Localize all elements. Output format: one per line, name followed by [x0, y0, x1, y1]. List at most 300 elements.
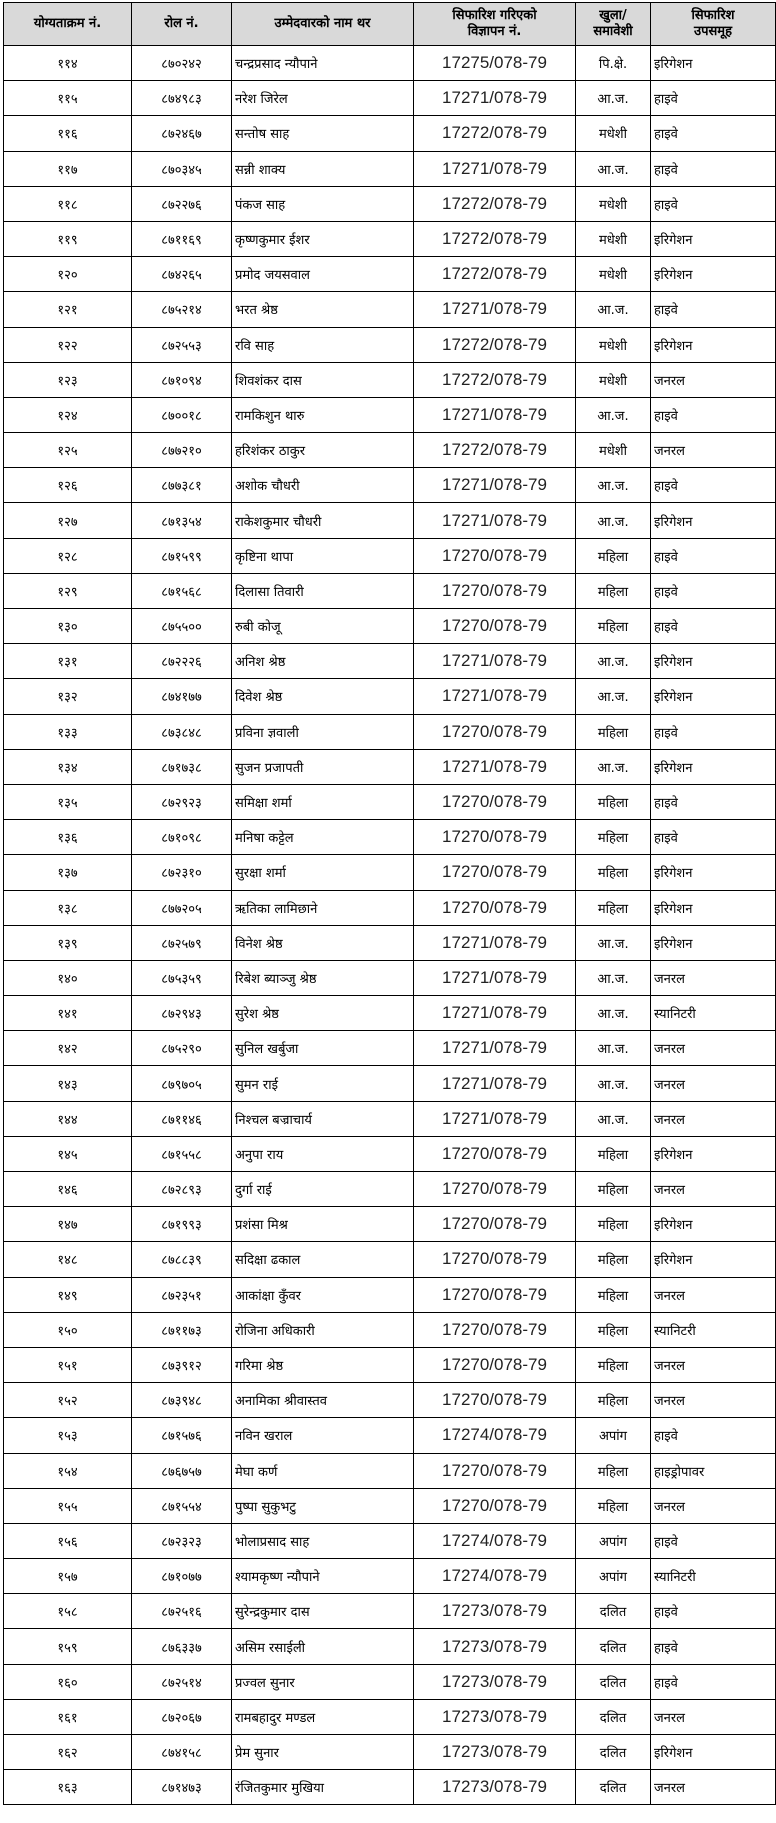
table-row — [4, 960, 776, 995]
category-cell: आ.ज. — [576, 1101, 651, 1136]
table-row — [4, 1559, 776, 1594]
subgroup-cell: हाइवे — [651, 573, 776, 608]
subgroup-cell: जनरल — [651, 1383, 776, 1418]
table-row — [4, 609, 776, 644]
advertisement-cell: 17271/078-79 — [414, 1031, 576, 1066]
rank-cell: १६२ — [4, 1735, 132, 1770]
name-cell: रोजिना अधिकारी — [232, 1312, 414, 1347]
category-cell: महिला — [576, 1312, 651, 1347]
advertisement-cell: 17270/078-79 — [414, 855, 576, 890]
subgroup-cell: स्यानिटरी — [651, 1559, 776, 1594]
table-row — [4, 1172, 776, 1207]
table-row — [4, 1207, 776, 1242]
category-cell: महिला — [576, 855, 651, 890]
rank-cell: १५६ — [4, 1523, 132, 1558]
name-cell: प्रज्वल सुनार — [232, 1664, 414, 1699]
rank-cell: १४५ — [4, 1136, 132, 1171]
category-cell: महिला — [576, 1136, 651, 1171]
advertisement-cell: 17270/078-79 — [414, 1277, 576, 1312]
roll-cell: ८७२५१४ — [132, 1664, 232, 1699]
subgroup-cell: हाइवे — [651, 1594, 776, 1629]
category-cell: महिला — [576, 573, 651, 608]
rank-cell: १३१ — [4, 644, 132, 679]
header-rank: योग्यताक्रम नं. — [4, 3, 132, 46]
name-cell: अनिश श्रेष्ठ — [232, 644, 414, 679]
category-cell: मधेशी — [576, 221, 651, 256]
advertisement-cell: 17271/078-79 — [414, 292, 576, 327]
name-cell: सुरेन्द्रकुमार दास — [232, 1594, 414, 1629]
advertisement-cell: 17275/078-79 — [414, 46, 576, 81]
subgroup-cell: जनरल — [651, 362, 776, 397]
advertisement-cell: 17270/078-79 — [414, 1242, 576, 1277]
rank-cell: १३५ — [4, 784, 132, 819]
subgroup-cell: हाइवे — [651, 820, 776, 855]
rank-cell: १३४ — [4, 749, 132, 784]
name-cell: समिक्षा शर्मा — [232, 784, 414, 819]
category-cell: पि.क्षे. — [576, 46, 651, 81]
subgroup-cell: जनरल — [651, 1101, 776, 1136]
subgroup-cell: हाइवे — [651, 151, 776, 186]
roll-cell: ८७१५६८ — [132, 573, 232, 608]
rank-cell: १५५ — [4, 1488, 132, 1523]
advertisement-cell: 17272/078-79 — [414, 327, 576, 362]
table-row — [4, 855, 776, 890]
header-advertisement-line2: विज्ञापन नं. — [467, 24, 522, 39]
category-cell: महिला — [576, 1453, 651, 1488]
advertisement-cell: 17270/078-79 — [414, 573, 576, 608]
rank-cell: १३९ — [4, 925, 132, 960]
subgroup-cell: इरिगेशन — [651, 679, 776, 714]
name-cell: रुबी कोजू — [232, 609, 414, 644]
table-row — [4, 1594, 776, 1629]
rank-cell: १४० — [4, 960, 132, 995]
name-cell: दिलासा तिवारी — [232, 573, 414, 608]
table-row — [4, 433, 776, 468]
advertisement-cell: 17274/078-79 — [414, 1559, 576, 1594]
header-subgroup-line2: उपसमूह — [694, 24, 732, 39]
advertisement-cell: 17270/078-79 — [414, 714, 576, 749]
rank-cell: १४४ — [4, 1101, 132, 1136]
header-subgroup-line1: सिफारिश — [691, 8, 735, 23]
name-cell: नरेश जिरेल — [232, 81, 414, 116]
category-cell: दलित — [576, 1699, 651, 1734]
table-row — [4, 538, 776, 573]
category-cell: अपांग — [576, 1523, 651, 1558]
header-advertisement — [414, 3, 576, 46]
subgroup-cell: जनरल — [651, 1277, 776, 1312]
subgroup-cell: इरिगेशन — [651, 644, 776, 679]
roll-cell: ८७४१७७ — [132, 679, 232, 714]
name-cell: प्रेम सुनार — [232, 1735, 414, 1770]
roll-cell: ८७०३४५ — [132, 151, 232, 186]
roll-cell: ८७७३८१ — [132, 468, 232, 503]
subgroup-cell: स्यानिटरी — [651, 996, 776, 1031]
name-cell: नविन खराल — [232, 1418, 414, 1453]
subgroup-cell: हाइवे — [651, 609, 776, 644]
table-row — [4, 81, 776, 116]
category-cell: महिला — [576, 538, 651, 573]
advertisement-cell: 17273/078-79 — [414, 1770, 576, 1805]
table-row — [4, 784, 776, 819]
rank-cell: १४८ — [4, 1242, 132, 1277]
advertisement-cell: 17273/078-79 — [414, 1664, 576, 1699]
roll-cell: ८७८८३९ — [132, 1242, 232, 1277]
roll-cell: ८७१०९८ — [132, 820, 232, 855]
roll-cell: ८७३९४८ — [132, 1383, 232, 1418]
rank-cell: १२३ — [4, 362, 132, 397]
advertisement-cell: 17272/078-79 — [414, 362, 576, 397]
name-cell: रिबेश ब्याञ्जु श्रेष्ठ — [232, 960, 414, 995]
name-cell: गरिमा श्रेष्ठ — [232, 1347, 414, 1382]
rank-cell: १४६ — [4, 1172, 132, 1207]
advertisement-cell: 17272/078-79 — [414, 186, 576, 221]
subgroup-cell: हाइवे — [651, 784, 776, 819]
rank-cell: १२७ — [4, 503, 132, 538]
advertisement-cell: 17271/078-79 — [414, 644, 576, 679]
category-cell: आ.ज. — [576, 81, 651, 116]
table-row — [4, 714, 776, 749]
roll-cell: ८७११६९ — [132, 221, 232, 256]
advertisement-cell: 17270/078-79 — [414, 1312, 576, 1347]
category-cell: आ.ज. — [576, 1066, 651, 1101]
rank-cell: १५४ — [4, 1453, 132, 1488]
subgroup-cell: हाइवे — [651, 468, 776, 503]
category-cell: आ.ज. — [576, 749, 651, 784]
roll-cell: ८७३८४८ — [132, 714, 232, 749]
subgroup-cell: हाइवे — [651, 1629, 776, 1664]
rank-cell: १६३ — [4, 1770, 132, 1805]
subgroup-cell: जनरल — [651, 1031, 776, 1066]
table-row — [4, 362, 776, 397]
table-row — [4, 1347, 776, 1382]
name-cell: सुनिल खर्बुजा — [232, 1031, 414, 1066]
name-cell: शिवशंकर दास — [232, 362, 414, 397]
rank-cell: १२१ — [4, 292, 132, 327]
name-cell: प्रमोद जयसवाल — [232, 257, 414, 292]
roll-cell: ८७२०६७ — [132, 1699, 232, 1734]
category-cell: आ.ज. — [576, 996, 651, 1031]
rank-cell: १३३ — [4, 714, 132, 749]
roll-cell: ८७२५१६ — [132, 1594, 232, 1629]
subgroup-cell: इरिगेशन — [651, 46, 776, 81]
category-cell: दलित — [576, 1594, 651, 1629]
table-row — [4, 186, 776, 221]
advertisement-cell: 17271/078-79 — [414, 468, 576, 503]
category-cell: महिला — [576, 1172, 651, 1207]
table-row — [4, 1629, 776, 1664]
category-cell: महिला — [576, 1277, 651, 1312]
category-cell: महिला — [576, 784, 651, 819]
roll-cell: ८७३९१२ — [132, 1347, 232, 1382]
advertisement-cell: 17272/078-79 — [414, 257, 576, 292]
category-cell: महिला — [576, 1488, 651, 1523]
roll-cell: ८७५२९० — [132, 1031, 232, 1066]
table-row — [4, 890, 776, 925]
name-cell: अशोक चौधरी — [232, 468, 414, 503]
table-row — [4, 1735, 776, 1770]
advertisement-cell: 17270/078-79 — [414, 1453, 576, 1488]
roll-cell: ८७४१५८ — [132, 1735, 232, 1770]
category-cell: आ.ज. — [576, 503, 651, 538]
advertisement-cell: 17271/078-79 — [414, 503, 576, 538]
roll-cell: ८७००१८ — [132, 397, 232, 432]
category-cell: महिला — [576, 609, 651, 644]
roll-cell: ८७६३३७ — [132, 1629, 232, 1664]
roll-cell: ८७२९२३ — [132, 784, 232, 819]
advertisement-cell: 17270/078-79 — [414, 1172, 576, 1207]
rank-cell: ११९ — [4, 221, 132, 256]
subgroup-cell: इरिगेशन — [651, 1207, 776, 1242]
subgroup-cell: जनरल — [651, 1172, 776, 1207]
name-cell: रंजितकुमार मुखिया — [232, 1770, 414, 1805]
category-cell: महिला — [576, 714, 651, 749]
category-cell: मधेशी — [576, 116, 651, 151]
name-cell: मेघा कर्ण — [232, 1453, 414, 1488]
rank-cell: १५० — [4, 1312, 132, 1347]
name-cell: कृष्णकुमार ईशर — [232, 221, 414, 256]
roll-cell: ८७५५०० — [132, 609, 232, 644]
category-cell: आ.ज. — [576, 397, 651, 432]
roll-cell: ८७२२७६ — [132, 186, 232, 221]
table-row — [4, 1664, 776, 1699]
advertisement-cell: 17270/078-79 — [414, 1136, 576, 1171]
name-cell: सन्तोष साह — [232, 116, 414, 151]
subgroup-cell: इरिगेशन — [651, 503, 776, 538]
subgroup-cell: इरिगेशन — [651, 925, 776, 960]
roll-cell: ८७२८९३ — [132, 1172, 232, 1207]
roll-cell: ८७४२६५ — [132, 257, 232, 292]
category-cell: आ.ज. — [576, 679, 651, 714]
subgroup-cell: जनरल — [651, 1699, 776, 1734]
roll-cell: ८७१०९४ — [132, 362, 232, 397]
header-roll: रोल नं. — [132, 3, 232, 46]
name-cell: निश्चल बज्राचार्य — [232, 1101, 414, 1136]
advertisement-cell: 17270/078-79 — [414, 784, 576, 819]
advertisement-cell: 17271/078-79 — [414, 397, 576, 432]
header-category — [576, 3, 651, 46]
name-cell: रामबहादुर मण्डल — [232, 1699, 414, 1734]
name-cell: प्रशंसा मिश्र — [232, 1207, 414, 1242]
name-cell: दुर्गा राई — [232, 1172, 414, 1207]
table-row — [4, 749, 776, 784]
advertisement-cell: 17270/078-79 — [414, 1207, 576, 1242]
roll-cell: ८७२४६७ — [132, 116, 232, 151]
table-row — [4, 925, 776, 960]
table-row — [4, 1383, 776, 1418]
category-cell: आ.ज. — [576, 925, 651, 960]
rank-cell: १५७ — [4, 1559, 132, 1594]
rank-cell: १४१ — [4, 996, 132, 1031]
header-subgroup — [651, 3, 776, 46]
roll-cell: ८७५३५९ — [132, 960, 232, 995]
rank-cell: १३० — [4, 609, 132, 644]
roll-cell: ८७२५७९ — [132, 925, 232, 960]
subgroup-cell: जनरल — [651, 1488, 776, 1523]
category-cell: आ.ज. — [576, 960, 651, 995]
table-row — [4, 1101, 776, 1136]
roll-cell: ८७२३५१ — [132, 1277, 232, 1312]
name-cell: सुरेश श्रेष्ठ — [232, 996, 414, 1031]
subgroup-cell: इरिगेशन — [651, 327, 776, 362]
subgroup-cell: जनरल — [651, 433, 776, 468]
name-cell: आकांक्षा कुँवर — [232, 1277, 414, 1312]
roll-cell: ८७११७३ — [132, 1312, 232, 1347]
rank-cell: १५२ — [4, 1383, 132, 1418]
name-cell: सदिक्षा ढकाल — [232, 1242, 414, 1277]
category-cell: आ.ज. — [576, 644, 651, 679]
name-cell: अनुपा राय — [232, 1136, 414, 1171]
category-cell: अपांग — [576, 1418, 651, 1453]
table-row — [4, 1699, 776, 1734]
rank-cell: १२२ — [4, 327, 132, 362]
table-row — [4, 644, 776, 679]
category-cell: मधेशी — [576, 362, 651, 397]
rank-cell: १३६ — [4, 820, 132, 855]
category-cell: महिला — [576, 890, 651, 925]
advertisement-cell: 17271/078-79 — [414, 679, 576, 714]
name-cell: हरिशंकर ठाकुर — [232, 433, 414, 468]
roll-cell: ८७९७०५ — [132, 1066, 232, 1101]
advertisement-cell: 17273/078-79 — [414, 1735, 576, 1770]
category-cell: दलित — [576, 1770, 651, 1805]
name-cell: राकेशकुमार चौधरी — [232, 503, 414, 538]
category-cell: मधेशी — [576, 186, 651, 221]
table-row — [4, 1277, 776, 1312]
table-row — [4, 292, 776, 327]
advertisement-cell: 17272/078-79 — [414, 433, 576, 468]
roll-cell: ८७१५५४ — [132, 1488, 232, 1523]
table-row — [4, 1418, 776, 1453]
rank-cell: १४३ — [4, 1066, 132, 1101]
name-cell: भोलाप्रसाद साह — [232, 1523, 414, 1558]
roll-cell: ८७१५९९ — [132, 538, 232, 573]
table-row — [4, 1242, 776, 1277]
advertisement-cell: 17274/078-79 — [414, 1418, 576, 1453]
advertisement-cell: 17270/078-79 — [414, 609, 576, 644]
name-cell: सुमन राई — [232, 1066, 414, 1101]
subgroup-cell: जनरल — [651, 1770, 776, 1805]
subgroup-cell: इरिगेशन — [651, 1735, 776, 1770]
subgroup-cell: स्यानिटरी — [651, 1312, 776, 1347]
subgroup-cell: हाइवे — [651, 186, 776, 221]
roll-cell: ८७२३२३ — [132, 1523, 232, 1558]
roll-cell: ८७१७३८ — [132, 749, 232, 784]
advertisement-cell: 17271/078-79 — [414, 1101, 576, 1136]
name-cell: सुजन प्रजापती — [232, 749, 414, 784]
rank-cell: १६१ — [4, 1699, 132, 1734]
table-row — [4, 1031, 776, 1066]
category-cell: महिला — [576, 820, 651, 855]
table-row — [4, 116, 776, 151]
table-row — [4, 1066, 776, 1101]
subgroup-cell: इरिगेशन — [651, 855, 776, 890]
category-cell: महिला — [576, 1242, 651, 1277]
name-cell: कृष्टिना थापा — [232, 538, 414, 573]
category-cell: मधेशी — [576, 257, 651, 292]
name-cell: रवि साह — [232, 327, 414, 362]
name-cell: अनामिका श्रीवास्तव — [232, 1383, 414, 1418]
rank-cell: १५३ — [4, 1418, 132, 1453]
subgroup-cell: जनरल — [651, 1066, 776, 1101]
advertisement-cell: 17271/078-79 — [414, 81, 576, 116]
category-cell: अपांग — [576, 1559, 651, 1594]
roll-cell: ८७२३१० — [132, 855, 232, 890]
advertisement-cell: 17270/078-79 — [414, 890, 576, 925]
table-row — [4, 46, 776, 81]
rank-cell: १३८ — [4, 890, 132, 925]
subgroup-cell: हाइवे — [651, 714, 776, 749]
table-row — [4, 221, 776, 256]
rank-cell: १४७ — [4, 1207, 132, 1242]
table-row — [4, 679, 776, 714]
rank-cell: १२५ — [4, 433, 132, 468]
table-row — [4, 1312, 776, 1347]
subgroup-cell: हाइवे — [651, 397, 776, 432]
name-cell: पुष्पा सुकुभटु — [232, 1488, 414, 1523]
rank-cell: १५८ — [4, 1594, 132, 1629]
rank-cell: १३२ — [4, 679, 132, 714]
roll-cell: ८७४९८३ — [132, 81, 232, 116]
category-cell: आ.ज. — [576, 468, 651, 503]
subgroup-cell: इरिगेशन — [651, 749, 776, 784]
advertisement-cell: 17270/078-79 — [414, 820, 576, 855]
category-cell: महिला — [576, 1207, 651, 1242]
advertisement-cell: 17271/078-79 — [414, 996, 576, 1031]
name-cell: श्यामकृष्ण न्यौपाने — [232, 1559, 414, 1594]
category-cell: आ.ज. — [576, 1031, 651, 1066]
subgroup-cell: हाइवे — [651, 1418, 776, 1453]
advertisement-cell: 17274/078-79 — [414, 1523, 576, 1558]
subgroup-cell: इरिगेशन — [651, 890, 776, 925]
subgroup-cell: इरिगेशन — [651, 257, 776, 292]
advertisement-cell: 17270/078-79 — [414, 538, 576, 573]
subgroup-cell: जनरल — [651, 1347, 776, 1382]
subgroup-cell: जनरल — [651, 960, 776, 995]
name-cell: प्रविना ज्ञवाली — [232, 714, 414, 749]
subgroup-cell: हाइवे — [651, 116, 776, 151]
category-cell: दलित — [576, 1629, 651, 1664]
name-cell: ऋतिका लामिछाने — [232, 890, 414, 925]
advertisement-cell: 17271/078-79 — [414, 1066, 576, 1101]
rank-cell: ११५ — [4, 81, 132, 116]
subgroup-cell: इरिगेशन — [651, 1136, 776, 1171]
name-cell: दिवेश श्रेष्ठ — [232, 679, 414, 714]
category-cell: महिला — [576, 1383, 651, 1418]
roll-cell: ८७१५७६ — [132, 1418, 232, 1453]
name-cell: रामकिशुन थारु — [232, 397, 414, 432]
name-cell: पंकज साह — [232, 186, 414, 221]
category-cell: दलित — [576, 1735, 651, 1770]
recommendation-table — [3, 2, 776, 1805]
header-category-line2: समावेशी — [593, 24, 633, 39]
roll-cell: ८७७२०५ — [132, 890, 232, 925]
table-row — [4, 1488, 776, 1523]
name-cell: सुरक्षा शर्मा — [232, 855, 414, 890]
category-cell: मधेशी — [576, 433, 651, 468]
category-cell: दलित — [576, 1664, 651, 1699]
header-category-line1: खुला/ — [599, 8, 627, 23]
roll-cell: ८७२५५३ — [132, 327, 232, 362]
subgroup-cell: हाइवे — [651, 81, 776, 116]
subgroup-cell: इरिगेशन — [651, 1242, 776, 1277]
subgroup-cell: इरिगेशन — [651, 221, 776, 256]
rank-cell: १४९ — [4, 1277, 132, 1312]
roll-cell: ८७१४७३ — [132, 1770, 232, 1805]
subgroup-cell: हाइवे — [651, 538, 776, 573]
rank-cell: ११६ — [4, 116, 132, 151]
name-cell: विनेश श्रेष्ठ — [232, 925, 414, 960]
rank-cell: १६० — [4, 1664, 132, 1699]
